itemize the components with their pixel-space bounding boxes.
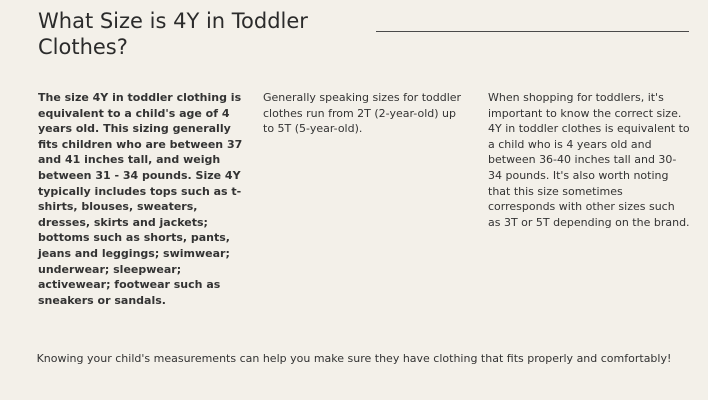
column-3-paragraph: When shopping for toddlers, it's important to know the correct size. 4Y in toddler clothes is equivalent to a child who is 4 years old and between 36-40 inches tall and 30-34 pounds. It's also worth noting that this size sometimes corresponds with other sizes such as 3T or 5T depending on the brand. — [488, 91, 690, 229]
footer-note: Knowing your child's measurements can help you make sure they have clothing that fits properly and comfortably! — [36, 352, 672, 365]
column-1-paragraph: The size 4Y in toddler clothing is equivalent to a child's age of 4 years old. This sizing generally fits children who are between 37 and 41 inches tall, and weigh between 31 - 34 pounds. Size 4Y typically includes tops such as t-shirts, blouses, sweaters, dresses, skirts and jackets; bottoms such as shorts, pants, jeans and leggings; swimwear; underwear; sleepwear; activewear; footwear such as sneakers or sandals. — [38, 91, 243, 307]
page-title: What Size is 4Y in Toddler Clothes? — [38, 9, 308, 59]
column-2-paragraph: Generally speaking sizes for toddler clothes run from 2T (2-year-old) up to 5T (5-year-old). — [263, 91, 462, 136]
title-divider — [376, 31, 689, 32]
